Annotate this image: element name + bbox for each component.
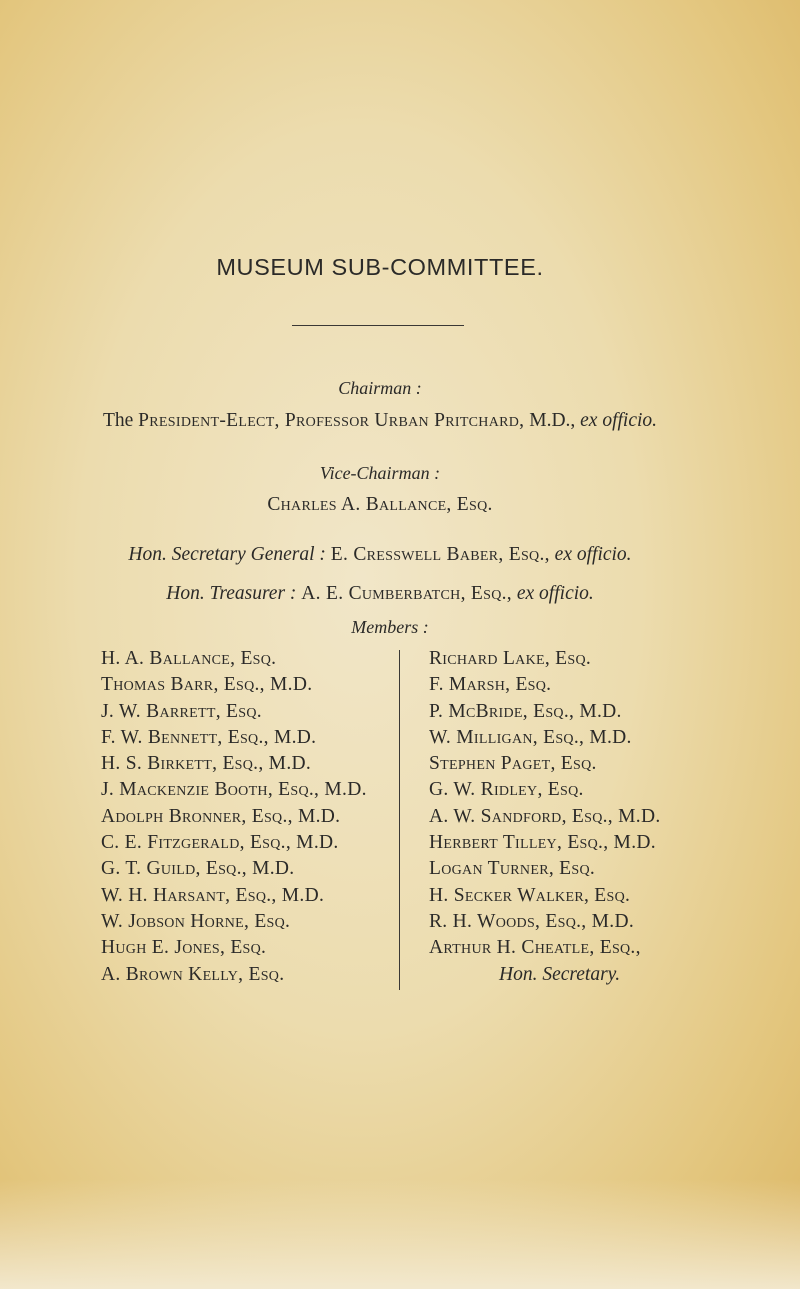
member-entry: A. W. Sandford, Esq., M.D. [429,805,661,827]
member-entry: Herbert Tilley, Esq., M.D. [429,832,656,854]
member-entry: F. Marsh, Esq. [429,674,552,696]
secretary-ex-officio: ex officio. [554,544,632,565]
page-edge-fade [0,1179,800,1289]
chairman-pre: The [102,410,134,431]
secretary-name: E. Cresswell Baber, Esq., [330,544,550,565]
member-entry: R. H. Woods, Esq., M.D. [429,910,635,932]
members-left-column [101,646,367,988]
column-divider [399,650,400,990]
chairman-ex-officio: ex officio. [580,410,658,431]
member-entry: J. Mackenzie Booth, Esq., M.D. [101,779,367,801]
title-rule [292,325,464,326]
members-heading: Members : [351,617,429,637]
member-entry: H. Secker Walker, Esq. [429,884,631,906]
vice-chairman-heading: Vice-Chairman : [319,463,441,483]
treasurer-role: Hon. Treasurer : [166,583,297,604]
member-entry: Hugh E. Jones, Esq. [101,937,267,959]
member-entry: P. McBride, Esq., M.D. [429,700,622,722]
member-entry: W. Milligan, Esq., M.D. [429,726,632,748]
member-entry: Richard Lake, Esq. [429,648,592,669]
treasurer-ex-officio: ex officio. [516,583,594,604]
member-entry: G. W. Ridley, Esq. [429,779,584,801]
member-entry: W. Jobson Horne, Esq. [101,910,291,932]
treasurer-name: A. E. Cumberbatch, Esq., [301,583,512,604]
vice-chairman-name: Charles A. Ballance, Esq. [267,494,493,515]
member-entry: Arthur H. Cheatle, Esq., [429,937,641,959]
member-entry: W. H. Harsant, Esq., M.D. [101,884,325,906]
page-title: MUSEUM SUB-COMMITTEE. [216,254,544,280]
chairman-heading: Chairman : [338,378,422,398]
members-right-column [429,646,661,988]
member-entry: H. S. Birkett, Esq., M.D. [101,753,312,775]
chairman-line [0,410,760,432]
member-entry: C. E. Fitzgerald, Esq., M.D. [101,832,339,854]
secretary-role: Hon. Secretary General : [128,544,326,565]
chairman-degree: M.D., [529,410,576,431]
chairman-name: President-Elect, Professor Urban Pritchard, [138,410,525,431]
member-role-suffix: Hon. Secretary. [499,963,621,985]
member-entry: Stephen Paget, Esq. [429,753,597,775]
member-entry: G. T. Guild, Esq., M.D. [101,858,295,880]
member-entry: J. W. Barrett, Esq. [101,700,262,722]
secretary-line [0,544,760,566]
member-entry: Logan Turner, Esq. [429,858,596,880]
member-entry: H. A. Ballance, Esq. [101,648,277,669]
member-entry: A. Brown Kelly, Esq. [101,963,285,985]
member-entry: Adolph Bronner, Esq., M.D. [101,805,341,827]
treasurer-line [0,583,760,605]
member-entry: Thomas Barr, Esq., M.D. [101,674,313,696]
member-entry: F. W. Bennett, Esq., M.D. [101,726,317,748]
